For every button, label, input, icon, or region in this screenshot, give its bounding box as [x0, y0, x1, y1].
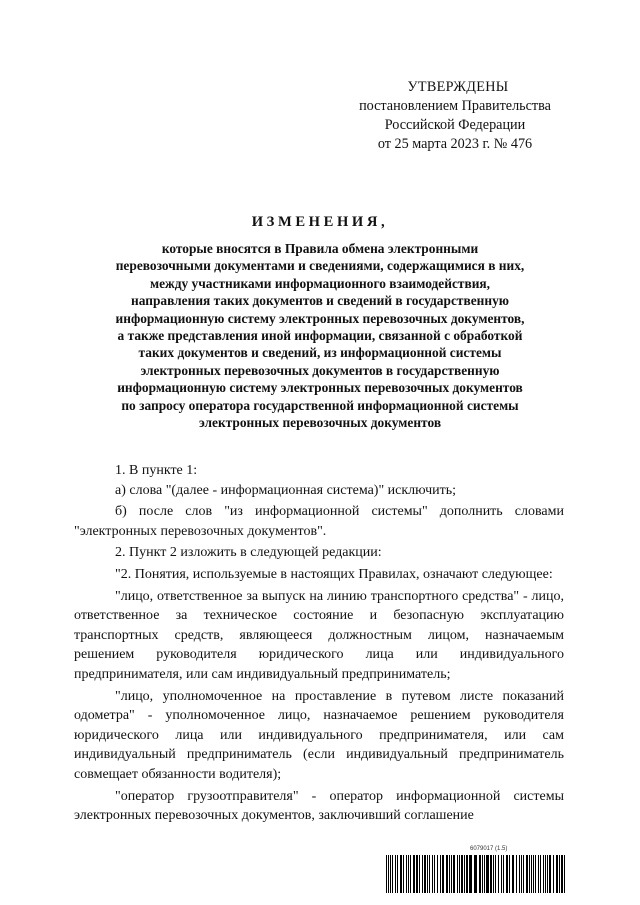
barcode-bar — [533, 855, 534, 893]
barcode-bar — [523, 855, 524, 893]
barcode-bar — [390, 855, 391, 893]
barcode-bar — [466, 855, 468, 893]
paragraph: а) слова "(далее - информационная система)" исключить; — [115, 482, 457, 498]
barcode-bar — [424, 855, 426, 893]
barcode-bar — [561, 855, 563, 893]
barcode-bar — [538, 855, 539, 893]
barcode-bar — [531, 855, 532, 893]
barcode-bar — [400, 855, 402, 893]
approval-stamp — [340, 78, 570, 154]
barcode-bar — [526, 855, 528, 893]
barcode-bar — [392, 855, 393, 893]
barcode-bar — [395, 855, 396, 893]
barcode-bar — [427, 855, 428, 893]
barcode-bar — [446, 855, 448, 893]
subtitle-line: электронных перевозочных документов — [198, 415, 442, 431]
barcode-bar — [429, 855, 430, 893]
subtitle-line: между участниками информационного взаимодействия, — [149, 275, 491, 291]
paragraph: 1. В пункте 1: — [115, 463, 198, 478]
barcode-bar — [535, 855, 536, 893]
approval-line: Российской Федерации — [384, 117, 526, 133]
approval-heading: УТВЕРЖДЕНЫ — [407, 79, 509, 95]
barcode-bar — [512, 855, 514, 893]
barcode-number: 6079017 (1.5) — [470, 846, 508, 852]
subtitle-line: электронных перевозочных документов в государственную — [140, 362, 500, 378]
barcode-bar — [547, 855, 548, 893]
barcode-bar — [440, 855, 441, 893]
barcode-bar — [457, 855, 458, 893]
barcode-bar — [549, 855, 551, 893]
subtitle-line: информационную систему электронных перевозочных документов — [117, 380, 523, 396]
barcode-bar — [461, 855, 463, 893]
barcode-bar — [403, 855, 404, 893]
barcode-bar — [451, 855, 452, 893]
paragraph: "лицо, ответственное за выпуск на линию транспортного средства" - лицо, ответственное за техническое состояние и безопасную эксплуатацию транспортных средств, являющееся должностным лицом, назначаемым решением руководителя юридического лица или индивидуального предпринимателя, или сам индивидуальный предприниматель; — [74, 588, 564, 682]
barcode-bar — [386, 855, 387, 893]
barcode-bar — [529, 855, 530, 893]
subtitle-line: которые вносятся в Правила обмена электронными — [161, 241, 479, 256]
barcode-bar — [503, 855, 504, 893]
document-subtitle — [60, 240, 580, 431]
barcode-bar — [410, 855, 411, 893]
subtitle-line: по запросу оператора государственной информационной системы — [121, 397, 519, 413]
paragraph: "лицо, уполномоченное на проставление в путевом листе показаний одометра" - уполномоченное лицо, назначаемое решением руководителя юридического лица или индивидуального предпринимателя, или сам индивидуальный предприниматель (если индивидуальный предприниматель совмещает обязанности водителя); — [74, 688, 564, 782]
barcode-bar — [484, 855, 485, 893]
barcode-bar — [397, 855, 398, 893]
subtitle-line: таких документов и сведений, из информационной системы — [138, 345, 502, 361]
barcode-bar — [495, 855, 496, 893]
barcode-bar — [419, 855, 420, 893]
barcode-bar — [556, 855, 558, 893]
barcode-bar — [459, 855, 460, 893]
barcode-bar — [482, 855, 483, 893]
barcode-bar — [564, 855, 565, 893]
barcode-bar — [486, 855, 489, 893]
barcode-bar — [501, 855, 502, 893]
barcode-bar — [406, 855, 407, 893]
document-body — [74, 461, 564, 828]
barcode-bar — [432, 855, 433, 893]
subtitle-line: направления таких документов и сведений в государственную — [131, 293, 509, 309]
subtitle-line: перевозочными документами и сведениями, содержащимися в них, — [115, 258, 525, 274]
barcode-bar — [490, 855, 492, 893]
document-title: ИЗМЕНЕНИЯ, — [251, 214, 389, 230]
barcode-bar — [422, 855, 423, 893]
approval-line: постановлением Правительства — [359, 98, 551, 114]
barcode-bar — [469, 855, 472, 893]
paragraph: б) после слов "из информационной системы" дополнить словами "электронных перевозочных документов". — [74, 504, 564, 539]
barcode-bar — [453, 855, 455, 893]
barcode-bar — [388, 855, 389, 893]
barcode-bar — [413, 855, 415, 893]
paragraph: "2. Понятия, используемые в настоящих Правилах, означают следующее: — [115, 566, 553, 582]
barcode-bar — [498, 855, 499, 893]
barcode-bar — [545, 855, 546, 893]
barcode-bar — [493, 855, 494, 893]
approval-date-number: от 25 марта 2023 г. № 476 — [377, 136, 533, 152]
barcode-bar — [516, 855, 517, 893]
subtitle-line: информационную систему электронных перевозочных документов, — [115, 310, 525, 326]
paragraph: "оператор грузоотправителя" - оператор информационной системы электронных перевозочных документов, заключивший соглашение — [74, 788, 564, 824]
barcode-bar — [521, 855, 522, 893]
barcode-bar — [509, 855, 510, 893]
barcode-bar — [479, 855, 481, 893]
barcode-bar — [559, 855, 560, 893]
barcode-bar — [434, 855, 435, 893]
barcode-bar — [543, 855, 544, 893]
barcode-bar — [449, 855, 450, 893]
subtitle-line: а также представления иной информации, связанной с обработкой — [117, 328, 523, 344]
barcode — [386, 855, 568, 893]
barcode-bar — [474, 855, 477, 893]
barcode-bar — [437, 855, 438, 893]
barcode-bar — [442, 855, 444, 893]
barcode-bar — [506, 855, 508, 893]
barcode-bar — [416, 855, 418, 893]
paragraph: 2. Пункт 2 изложить в следующей редакции: — [115, 545, 382, 561]
barcode-bar — [519, 855, 520, 893]
barcode-bar — [553, 855, 554, 893]
barcode-bar — [408, 855, 409, 893]
barcode-bar — [540, 855, 541, 893]
barcode-bar — [464, 855, 465, 893]
